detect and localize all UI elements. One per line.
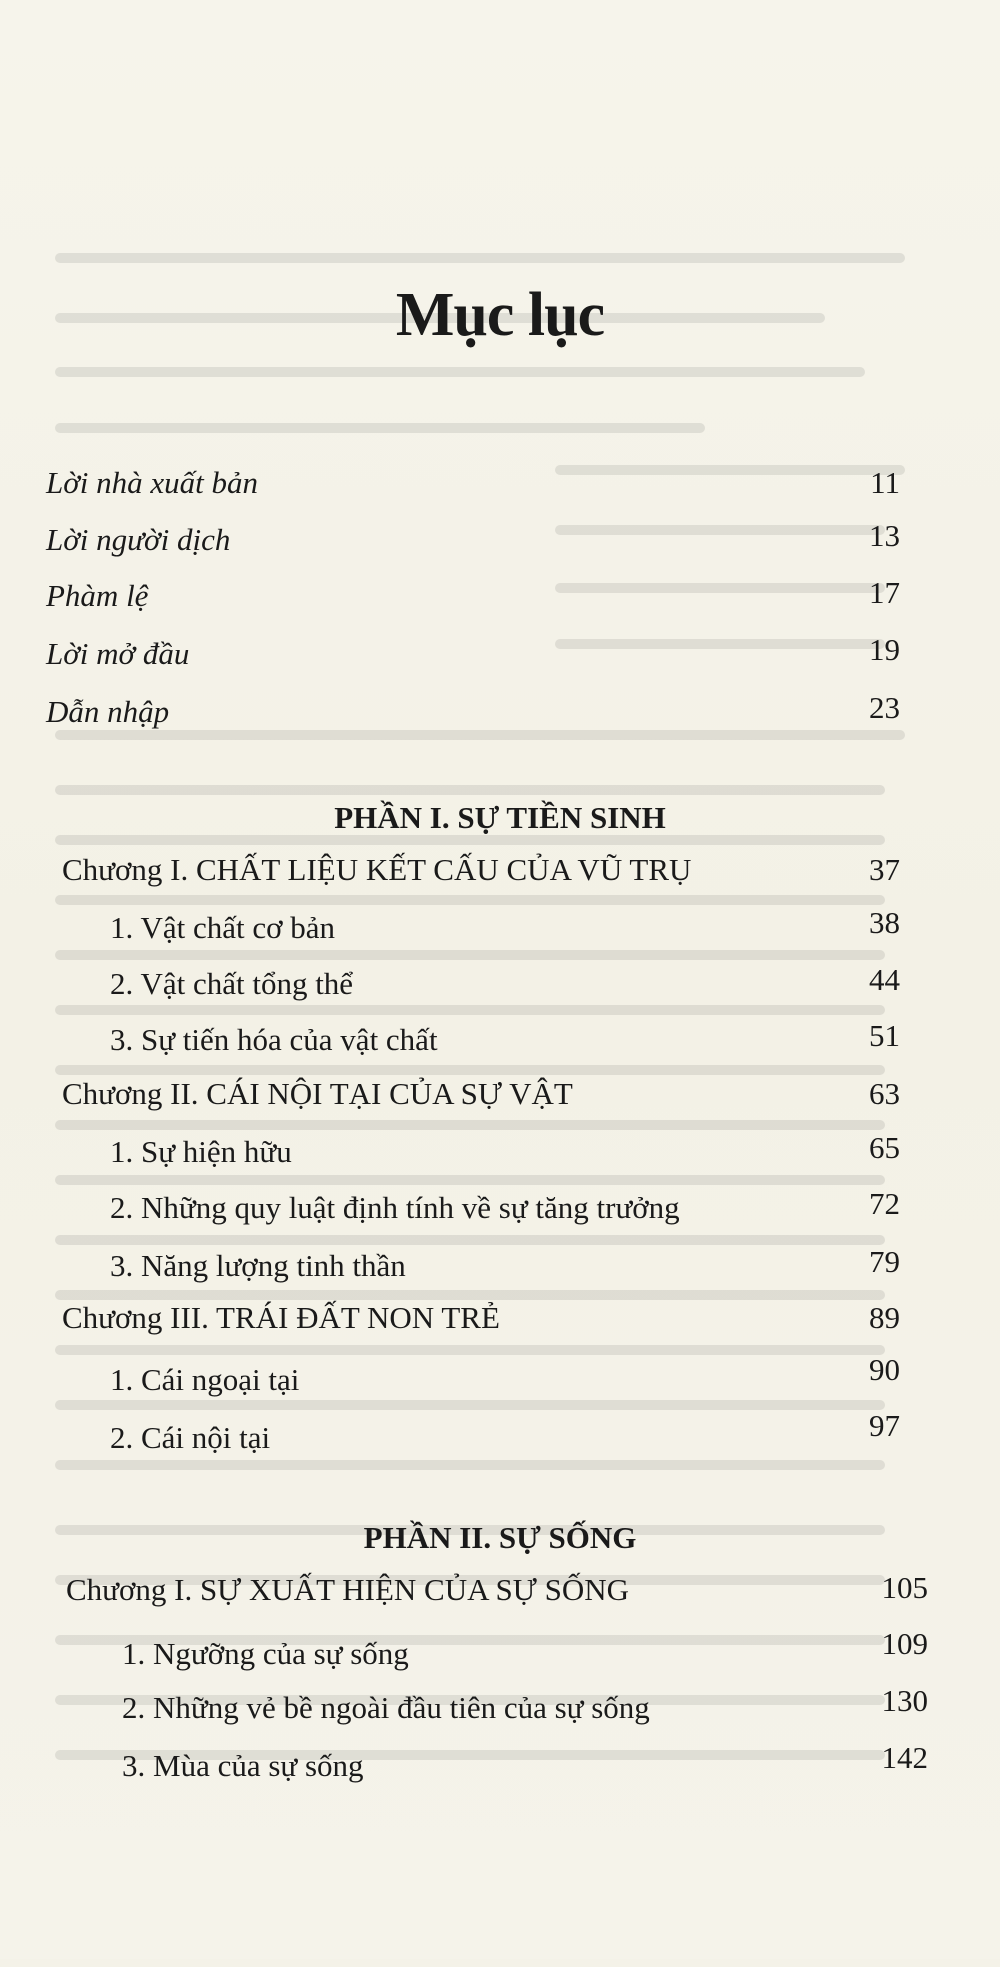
toc-chapter-1-2: Chương II. CÁI NỘI TẠI CỦA SỰ VẬT: [62, 1076, 573, 1111]
toc-page-chapter-1-2: 63: [869, 1076, 900, 1111]
toc-page-section-1-3-2: 97: [869, 1408, 900, 1443]
toc-page-front-4: 19: [869, 632, 900, 667]
toc-page-section-1-1-1: 38: [869, 905, 900, 940]
toc-entry-front-1: Lời nhà xuất bản: [46, 465, 259, 500]
toc-entry-front-5: Dẫn nhập: [46, 694, 170, 729]
toc-page-section-1-1-2: 44: [869, 962, 900, 997]
toc-chapter-2-1: Chương I. SỰ XUẤT HIỆN CỦA SỰ SỐNG: [66, 1572, 629, 1607]
toc-chapter-1-3: Chương III. TRÁI ĐẤT NON TRẺ: [62, 1300, 500, 1335]
toc-page-section-1-2-3: 79: [869, 1244, 900, 1279]
toc-entry-front-4: Lời mở đầu: [46, 636, 190, 671]
toc-page-section-1-2-1: 65: [869, 1130, 900, 1165]
toc-entry-front-2: Lời người dịch: [46, 522, 231, 557]
toc-section-1-3-2: 2. Cái nội tại: [110, 1420, 271, 1455]
part-heading-1: PHẦN I. SỰ TIỀN SINH: [334, 800, 666, 835]
toc-section-1-2-3: 3. Năng lượng tinh thần: [110, 1248, 406, 1283]
toc-page-front-2: 13: [869, 518, 900, 553]
toc-page-chapter-2-1: 105: [881, 1570, 928, 1605]
toc-section-1-2-1: 1. Sự hiện hữu: [110, 1134, 292, 1169]
part-heading-2: PHẦN II. SỰ SỐNG: [363, 1520, 637, 1555]
toc-section-1-1-1: 1. Vật chất cơ bản: [110, 910, 335, 945]
toc-section-1-1-2: 2. Vật chất tổng thể: [110, 966, 354, 1001]
toc-section-2-1-1: 1. Ngưỡng của sự sống: [122, 1636, 409, 1671]
toc-section-2-1-2: 2. Những vẻ bề ngoài đầu tiên của sự sống: [122, 1690, 650, 1725]
toc-page-section-1-2-2: 72: [869, 1186, 900, 1221]
toc-section-1-3-1: 1. Cái ngoại tại: [110, 1362, 300, 1397]
toc-page-chapter-1-1: 37: [869, 852, 900, 887]
toc-page-front-3: 17: [869, 575, 900, 610]
toc-section-2-1-3: 3. Mùa của sự sống: [122, 1748, 364, 1783]
toc-page-front-5: 23: [869, 690, 900, 725]
toc-page-section-2-1-3: 142: [881, 1740, 928, 1775]
page-title: Mục lục: [395, 281, 605, 349]
toc-page-section-2-1-2: 130: [881, 1683, 928, 1718]
toc-entry-front-3: Phàm lệ: [46, 578, 149, 613]
toc-page-section-1-1-3: 51: [869, 1018, 900, 1053]
toc-section-1-2-2: 2. Những quy luật định tính về sự tăng trưởng: [110, 1190, 680, 1225]
toc-page-section-1-3-1: 90: [869, 1352, 900, 1387]
toc-page-front-1: 11: [870, 465, 900, 500]
toc-page-section-2-1-1: 109: [881, 1626, 928, 1661]
toc-page-chapter-1-3: 89: [869, 1300, 900, 1335]
toc-section-1-1-3: 3. Sự tiến hóa của vật chất: [110, 1022, 438, 1057]
toc-chapter-1-1: Chương I. CHẤT LIỆU KẾT CẤU CỦA VŨ TRỤ: [62, 852, 692, 887]
